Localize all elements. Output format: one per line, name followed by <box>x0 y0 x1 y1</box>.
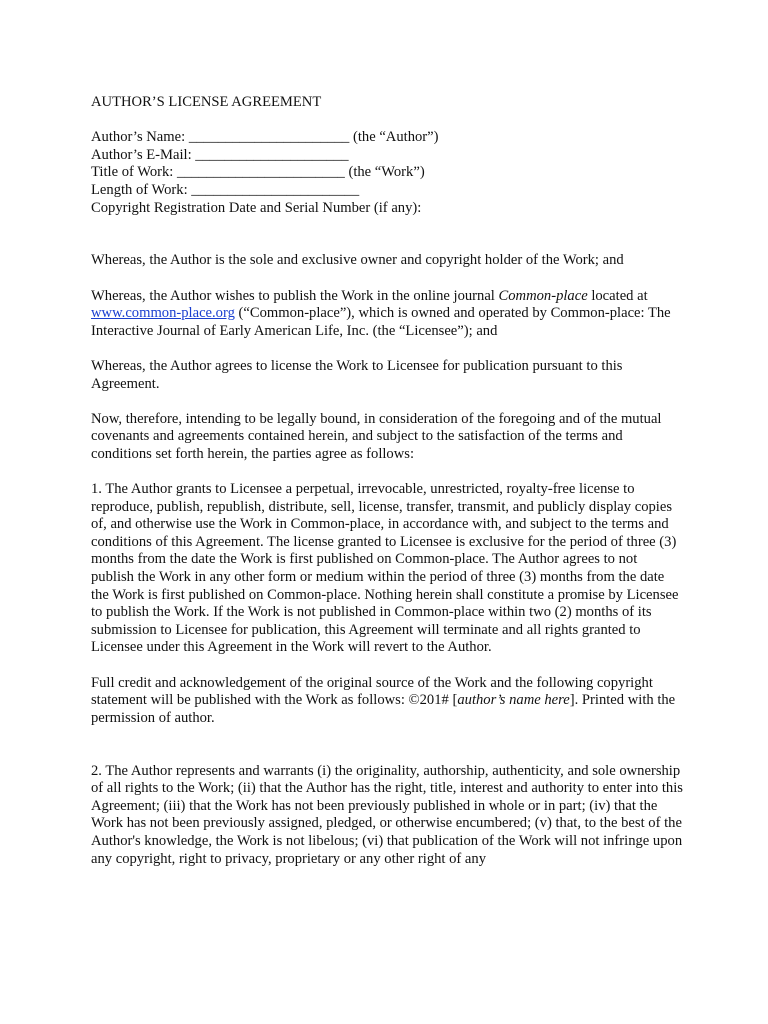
credit-paragraph <box>91 675 683 728</box>
work-title-field: Title of Work: _______________________ (the “Work”) <box>91 164 425 181</box>
whereas-paragraph-3: Whereas, the Author agrees to license the Work to Licensee for publication pursuant to this Agreement. <box>91 357 623 392</box>
author-email-field: Author’s E-Mail: _____________________ <box>91 146 349 163</box>
now-therefore-paragraph: Now, therefore, intending to be legally bound, in consideration of the foregoing and of the mutual covenants and agreements contained herein, and subject to the satisfaction of the terms and conditions set forth herein, the parties agree as follows: <box>91 410 662 462</box>
document-body <box>91 94 683 886</box>
whereas-paragraph-2 <box>91 288 683 341</box>
spacer <box>91 745 683 763</box>
journal-name: Common-place <box>498 287 588 304</box>
whereas-2-text-c: (“Common-place”), which is owned and operated by Common-place: The Interactive Journal of Early American Life, Inc. (the “Licensee”); and <box>91 305 671 339</box>
common-place-link[interactable]: www.common-place.org <box>91 305 235 322</box>
credit-text-a: Full credit and acknowledgement of the original source of the Work and the following copyright statement will be published with the Work as follows: ©201# [ <box>91 674 653 709</box>
clause-1-paragraph: 1. The Author grants to Licensee a perpetual, irrevocable, unrestricted, royalty-free license to reproduce, publish, republish, distribute, sell, license, transfer, transmit, and publicly display copies of, and otherwise use the Work in Common-place, in accordance with, and subject to the terms and conditions of this Agreement. The license granted to Licensee is exclusive for the period of three (3) months from the date the Work is first published on Common-place. The Author agrees to not publish the Work in any other form or medium within the period of three (3) months from the date the Work is first published on Common-place. Nothing herein shall constitute a promise by Licensee to publish the Work. If the Work is not published in Common-place within two (2) months of its submission to Licensee for publication, this Agreement will terminate and all rights granted to Licensee under this Agreement in the Work will revert to the Author. <box>91 481 679 656</box>
whereas-paragraph-1: Whereas, the Author is the sole and exclusive owner and copyright holder of the Work; and <box>91 252 624 269</box>
credit-text-b: ]. Printed with the permission of author. <box>91 692 676 726</box>
author-fields <box>91 129 683 217</box>
work-length-field: Length of Work: _______________________ <box>91 181 360 198</box>
whereas-2-text-a: Whereas, the Author wishes to publish the Work in the online journal <box>91 287 499 304</box>
spacer <box>91 217 683 252</box>
author-name-field: Author’s Name: ______________________ (the “Author”) <box>91 129 439 146</box>
copyright-registration-field: Copyright Registration Date and Serial Number (if any): <box>91 199 422 216</box>
document-title: AUTHOR’S LICENSE AGREEMENT <box>91 94 322 110</box>
author-name-placeholder: author’s name here <box>457 692 570 709</box>
whereas-2-text-b: located at <box>587 287 648 304</box>
clause-2-paragraph: 2. The Author represents and warrants (i) the originality, authorship, authenticity, and sole ownership of all rights to the Work; (ii) that the Author has the right, title, interest and authority to enter into this Agreement; (iii) that the Work has not been previously published in whole or in part; (iv) that the Work has not been previously assigned, pledged, or otherwise encumbered; (v) that, to the best of the Author's knowledge, the Work is not libelous; (vi) that publication of the Work will not infringe upon any copyright, right to privacy, proprietary or any other right of any <box>91 762 683 867</box>
